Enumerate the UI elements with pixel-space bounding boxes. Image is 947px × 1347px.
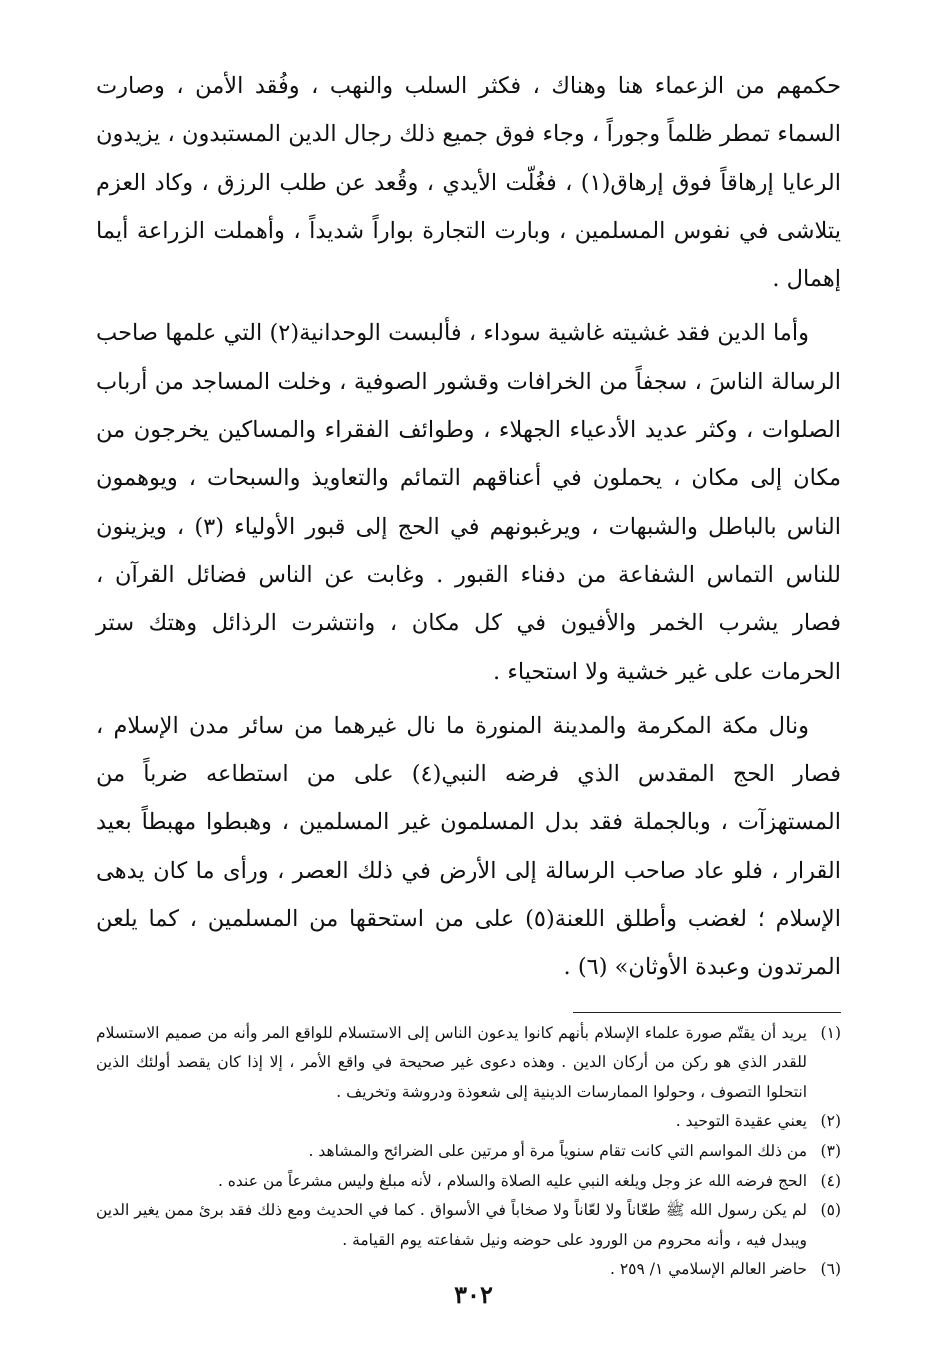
footnote-number: (٥) xyxy=(820,1201,841,1220)
footnote-text: يعني عقيدة التوحيد . xyxy=(675,1112,807,1131)
footnote-text: يريد أن يقتّم صورة علماء الإسلام بأنهم كانوا يدعون الناس إلى الاستسلام للواقع المر وأنه من صميم الاستسلام للقدر الذي هو ركن من أركان الدين . وهذه دعوى غير صحيحة في واقع الأمر ، إلا إذا كان يقصد أولئك الذين انتحلوا التصوف ، وحولوا الممارسات الدينية إلى شعوذة ودروشة وتخريف . xyxy=(96,1023,807,1101)
footnote-divider xyxy=(573,1012,841,1013)
footnote xyxy=(96,1107,841,1137)
footnote-number: (٢) xyxy=(820,1112,841,1131)
footnote-text: الحج فرضه الله عز وجل ويلغه النبي عليه الصلاة والسلام ، لأنه مبلغ وليس مشرعاً من عنده . xyxy=(217,1171,807,1190)
footnote-text: حاضر العالم الإسلامي ١/ ٢٥٩ . xyxy=(610,1260,807,1279)
body-text xyxy=(96,62,841,992)
footnote-text: من ذلك المواسم التي كانت تقام سنوياً مرة أو مرتين على الضرائح والمشاهد . xyxy=(308,1142,807,1161)
footnote-number: (٣) xyxy=(820,1142,841,1161)
page xyxy=(96,62,841,1285)
footnote xyxy=(96,1137,841,1167)
paragraph: وأما الدين فقد غشيته غاشية سوداء ، فألبست الوحدانية(٢) التي علمها صاحب الرسالة الناسَ ، سجفاً من الخرافات وقشور الصوفية ، وخلت المساجد من أرباب الصلوات ، وكثر عديد الأدعياء الجهلاء ، وطوائف الفقراء والمساكين يخرجون من مكان إلى مكان ، يحملون في أعناقهم التمائم والتعاويذ والسبحات ، ويوهمون الناس بالباطل والشبهات ، ويرغبونهم في الحج إلى قبور الأولياء (٣) ، ويزينون للناس التماس الشفاعة من دفناء القبور . وغابت عن الناس فضائل القرآن ، فصار يشرب الخمر والأفيون في كل مكان ، وانتشرت الرذائل وهتك ستر الحرمات على غير خشية ولا استحياء . xyxy=(96,320,841,685)
footnote-text: لم يكن رسول الله ﷺ طعّاناً ولا لعّاناً ولا صخاباً في الأسواق . كما في الحديث ومع ذلك فقد برئ ممن يغير الدين ويبدل فيه ، وأنه محروم من الورود على حوضه ونيل شفاعته يوم القيامة . xyxy=(96,1201,807,1249)
footnote xyxy=(96,1167,841,1197)
page-number: ٣٠٢ xyxy=(454,1280,493,1309)
footnote-number: (١) xyxy=(820,1023,841,1042)
footnote-number: (٤) xyxy=(820,1171,841,1190)
footnote xyxy=(96,1019,841,1108)
footnotes xyxy=(96,1019,841,1285)
paragraph: حكمهم من الزعماء هنا وهناك ، فكثر السلب والنهب ، وفُقد الأمن ، وصارت السماء تمطر ظلماً وجوراً ، وجاء فوق جميع ذلك رجال الدين المستبدون ، يزيدون الرعايا إرهاقاً فوق إرهاق(١) ، فغُلّت الأيدي ، وقُعد عن طلب الرزق ، وكاد العزم يتلاشى في نفوس المسلمين ، وبارت التجارة بواراً شديداً ، وأهملت الزراعة أيما إهمال . xyxy=(96,73,841,293)
footnote-number: (٦) xyxy=(820,1260,841,1279)
paragraph: ونال مكة المكرمة والمدينة المنورة ما نال غيرهما من سائر مدن الإسلام ، فصار الحج المقدس الذي فرضه النبي(٤) على من استطاعه ضرباً من المستهزآت ، وبالجملة فقد بدل المسلمون غير المسلمين ، وهبطوا مهبطاً بعيد القرار ، فلو عاد صاحب الرسالة إلى الأرض في ذلك العصر ، ورأى ما كان يدهى الإسلام ؛ لغضب وأطلق اللعنة(٥) على من استحقها من المسلمين ، كما يلعن المرتدون وعبدة الأوثان» (٦) . xyxy=(96,712,841,981)
footnote xyxy=(96,1196,841,1255)
